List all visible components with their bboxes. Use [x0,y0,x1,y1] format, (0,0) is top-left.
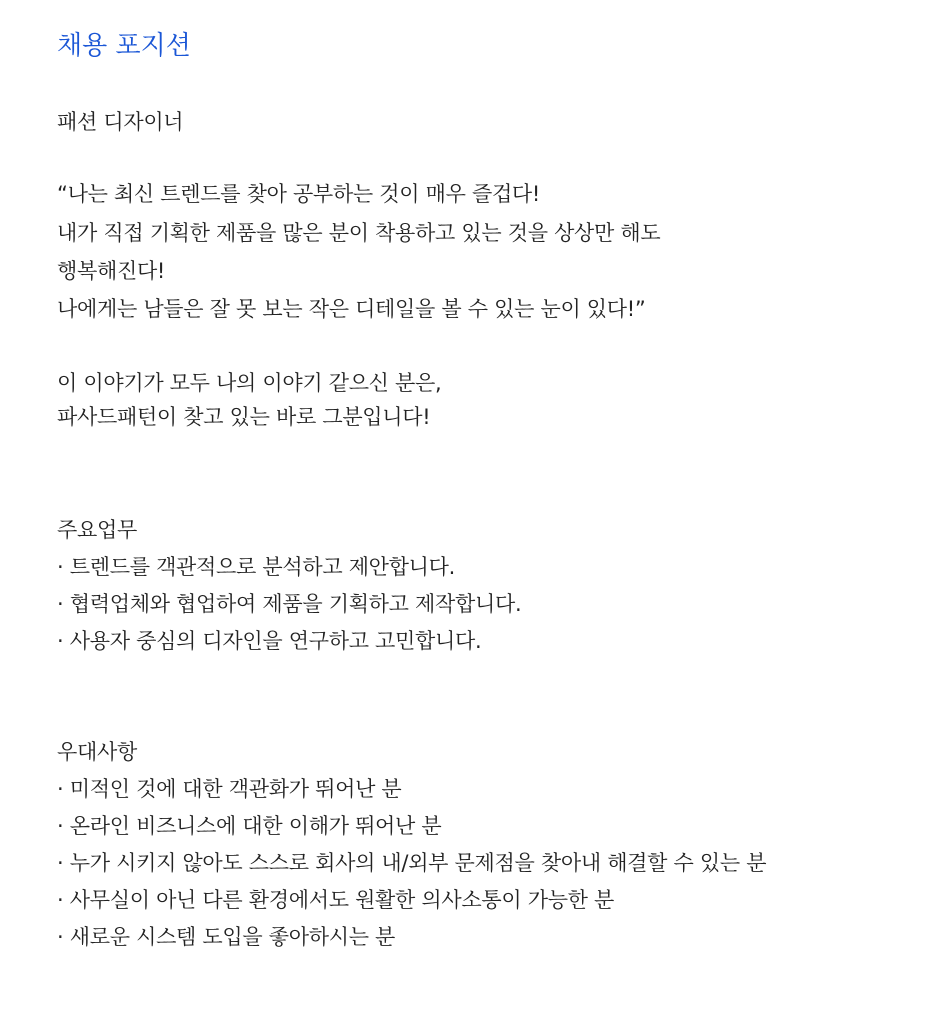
quote-line: 행복해진다! [57,259,166,283]
preference-item: · 온라인 비즈니스에 대한 이해가 뛰어난 분 [57,814,442,838]
duty-item: · 협력업체와 협업하여 제품을 기획하고 제작합니다. [57,592,522,616]
preferences-heading: 우대사항 [57,740,137,764]
duty-item: · 트렌드를 객관적으로 분석하고 제안합니다. [57,555,455,579]
position-name: 패션 디자이너 [57,110,184,134]
intro-line: 파사드패턴이 찾고 있는 바로 그분입니다! [57,405,431,429]
preference-item: · 새로운 시스템 도입을 좋아하시는 분 [57,925,396,949]
duties-heading: 주요업무 [57,518,137,542]
quote-line: 내가 직접 기획한 제품을 많은 분이 착용하고 있는 것을 상상만 해도 [57,221,661,245]
preference-item: · 누가 시키지 않아도 스스로 회사의 내/외부 문제점을 찾아내 해결할 수 있는 분 [57,851,767,875]
preference-item: · 미적인 것에 대한 객관화가 뛰어난 분 [57,777,402,801]
preference-item: · 사무실이 아닌 다른 환경에서도 원활한 의사소통이 가능한 분 [57,888,615,912]
quote-line: 나에게는 남들은 잘 못 보는 작은 디테일을 볼 수 있는 눈이 있다!” [57,297,646,321]
intro-line: 이 이야기가 모두 나의 이야기 같으신 분은, [57,371,442,395]
duty-item: · 사용자 중심의 디자인을 연구하고 고민합니다. [57,629,482,653]
quote-line: “나는 최신 트렌드를 찾아 공부하는 것이 매우 즐겁다! [57,182,541,206]
page-title: 채용 포지션 [57,31,191,61]
